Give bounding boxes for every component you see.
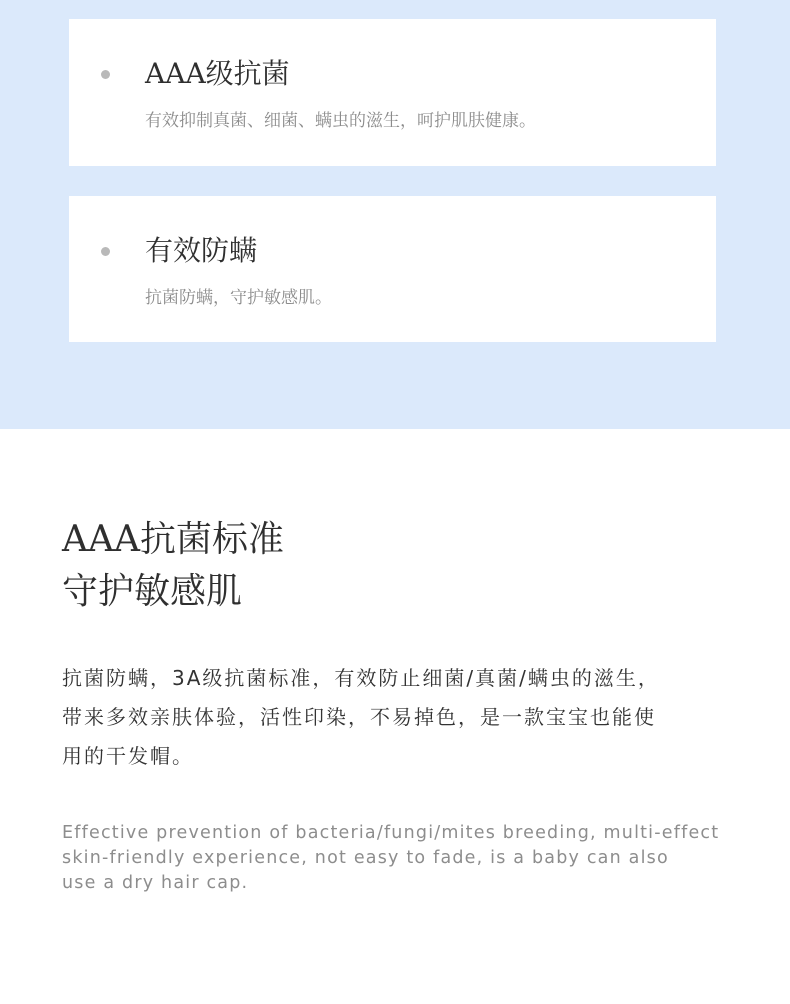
feature-section — [0, 0, 790, 429]
feature-card-anti-mite — [69, 196, 716, 342]
chinese-description — [62, 659, 752, 776]
heading-line: AAA抗菌标准 — [62, 519, 284, 560]
english-line: Effective prevention of bacteria/fungi/mites breeding, multi-effect — [62, 823, 720, 843]
feature-title: 有效防螨 — [145, 234, 258, 267]
feature-description: 有效抑制真菌、细菌、螨虫的滋生，呵护肌肤健康。 — [145, 111, 536, 131]
english-description — [62, 821, 752, 896]
description-line: 抗菌防螨，3A级抗菌标准，有效防止细菌/真菌/螨虫的滋生， — [62, 666, 660, 690]
description-line: 用的干发帽。 — [62, 744, 194, 768]
feature-title: AAA级抗菌 — [145, 57, 290, 90]
description-line: 带来多效亲肤体验，活性印染，不易掉色，是一款宝宝也能使 — [62, 705, 656, 729]
bullet-dot-icon — [101, 70, 110, 79]
feature-description: 抗菌防螨，守护敏感肌。 — [145, 288, 332, 308]
heading-line: 守护敏感肌 — [62, 571, 243, 612]
bullet-dot-icon — [101, 247, 110, 256]
section-heading — [62, 514, 284, 618]
english-line: use a dry hair cap. — [62, 873, 249, 893]
feature-card-antibacterial — [69, 19, 716, 166]
english-line: skin-friendly experience, not easy to fade, is a baby can also — [62, 848, 669, 868]
